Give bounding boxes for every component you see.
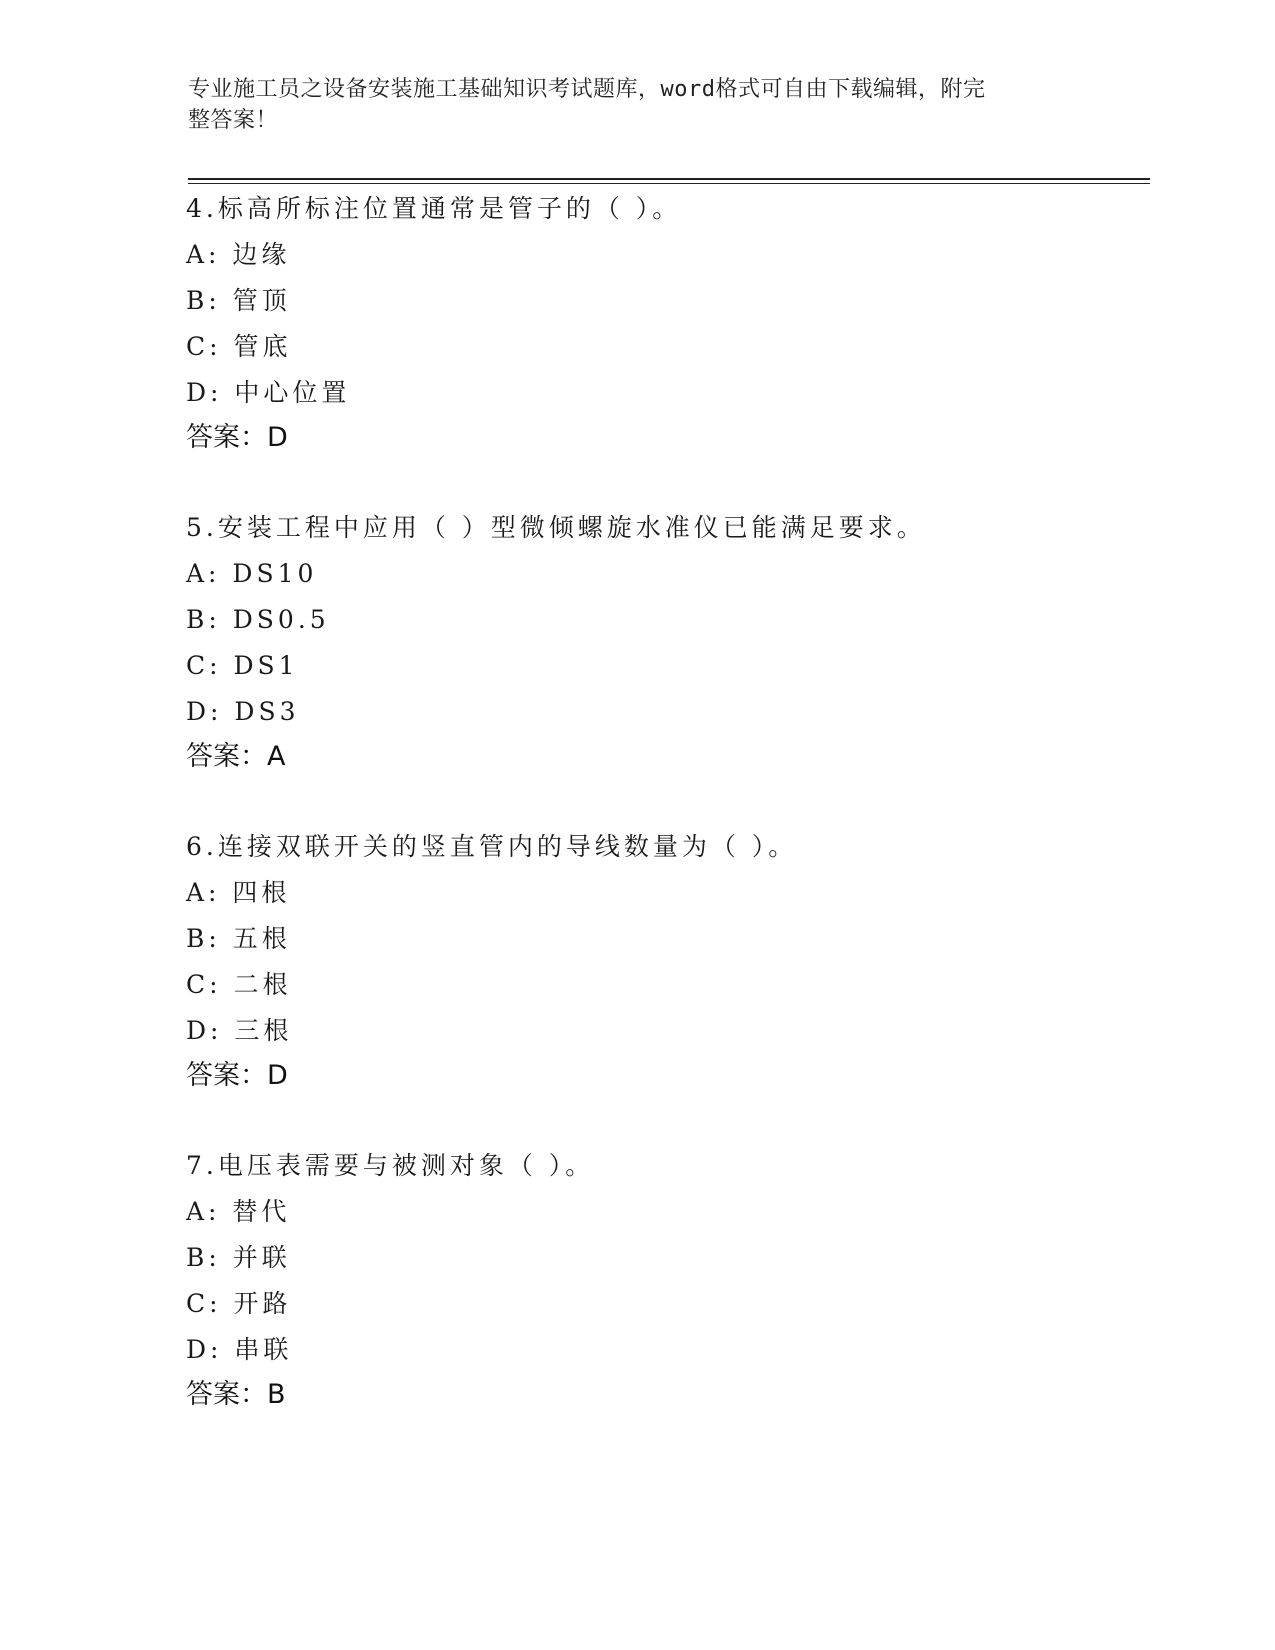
- option-a: A: DS10: [186, 559, 318, 588]
- option-b: B: DS0.5: [186, 605, 330, 634]
- option-c: C: 二根: [186, 970, 292, 999]
- option-c: C: 管底: [186, 332, 292, 361]
- option-d: D: 串联: [186, 1335, 293, 1364]
- header-title-line-2: 整答案！: [188, 108, 279, 133]
- question-stem: 4.标高所标注位置通常是管子的（ ）。: [186, 194, 682, 223]
- option-b: B: 并联: [186, 1243, 291, 1272]
- option-d: D: DS3: [186, 697, 300, 726]
- header-divider-thick-line: [188, 178, 1150, 180]
- question-5: [186, 505, 1146, 779]
- option-c: C: DS1: [186, 651, 299, 680]
- option-a: A: 替代: [186, 1197, 291, 1226]
- header-divider: [188, 178, 1150, 185]
- option-b: B: 五根: [186, 924, 291, 953]
- option-b: B: 管顶: [186, 286, 291, 315]
- header-divider-thin-line: [188, 183, 1150, 184]
- question-stem: 7.电压表需要与被测对象（ ）。: [186, 1151, 595, 1180]
- answer: 答案：B: [186, 1379, 286, 1410]
- header-title-line-1: 专业施工员之设备安装施工基础知识考试题库，word格式可自由下载编辑，附完: [188, 77, 986, 102]
- question-7: [186, 1143, 1146, 1417]
- question-list: [186, 186, 1146, 1417]
- answer: 答案：D: [186, 1060, 288, 1091]
- option-a: A: 四根: [186, 878, 291, 907]
- question-stem: 5.安装工程中应用（ ）型微倾螺旋水准仪已能满足要求。: [186, 513, 926, 542]
- option-d: D: 中心位置: [186, 378, 351, 407]
- option-a: A: 边缘: [186, 240, 291, 269]
- document-header: [188, 74, 1068, 136]
- question-4: [186, 186, 1146, 460]
- answer: 答案：A: [186, 741, 286, 772]
- option-c: C: 开路: [186, 1289, 292, 1318]
- question-6: [186, 824, 1146, 1098]
- question-stem: 6.连接双联开关的竖直管内的导线数量为（ ）。: [186, 832, 798, 861]
- option-d: D: 三根: [186, 1016, 293, 1045]
- answer: 答案：D: [186, 422, 288, 453]
